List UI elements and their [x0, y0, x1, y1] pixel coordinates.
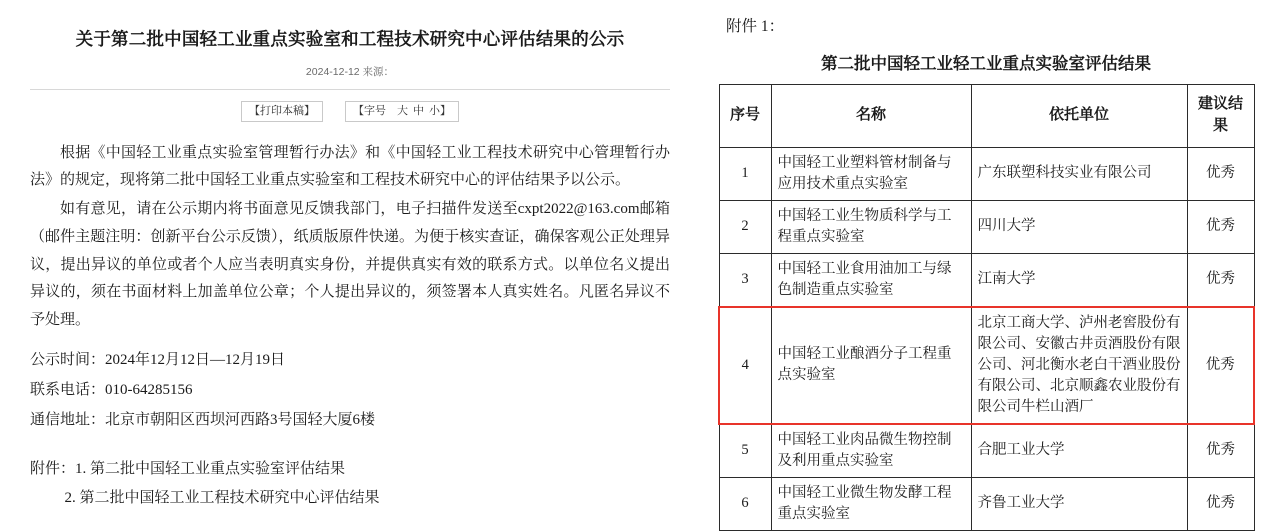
cell-org: 广东联塑科技实业有限公司: [971, 147, 1187, 200]
fontsize-large-button[interactable]: 大: [397, 105, 408, 118]
fontsize-small-button[interactable]: 小: [429, 105, 440, 118]
cell-index: 1: [719, 147, 771, 200]
cell-name: 中国轻工业塑料管材制备与应用技术重点实验室: [771, 147, 971, 200]
cell-result: 优秀: [1187, 307, 1254, 424]
table-row: [719, 477, 1254, 530]
column-header-org: 依托单位: [971, 85, 1187, 148]
notice-body: [30, 140, 670, 335]
cell-name: 中国轻工业肉品微生物控制及利用重点实验室: [771, 424, 971, 478]
cell-index: 2: [719, 200, 771, 253]
header-divider: [30, 89, 670, 90]
cell-result: 优秀: [1187, 147, 1254, 200]
cell-org: 北京工商大学、泸州老窖股份有限公司、安徽古井贡酒股份有限公司、河北衡水老白干酒业股份有限公司、北京顺鑫农业股份有限公司牛栏山酒厂: [971, 307, 1187, 424]
table-row: [719, 147, 1254, 200]
cell-result: 优秀: [1187, 200, 1254, 253]
column-header-result: 建议结果: [1187, 85, 1254, 148]
fontsize-options: [392, 105, 440, 117]
notice-meta: 2024-12-12 来源：: [305, 66, 395, 79]
notice-paragraph-1: 根据《中国轻工业重点实验室管理暂行办法》和《中国轻工业工程技术研究中心管理暂行办法》的规定，现将第二批中国轻工业重点实验室和工程技术研究中心的评估结果予以公示。: [30, 144, 670, 189]
contact-phone: 联系电话：010-64285156: [30, 381, 193, 398]
cell-org: 齐鲁工业大学: [971, 477, 1187, 530]
fontsize-label: 【字号: [353, 105, 386, 118]
cell-result: 优秀: [1187, 424, 1254, 478]
page-title: 关于第二批中国轻工业重点实验室和工程技术研究中心评估结果的公示: [75, 29, 625, 49]
table-row: [719, 200, 1254, 253]
cell-name: 中国轻工业食用油加工与绿色制造重点实验室: [771, 253, 971, 307]
column-header-index: 序号: [719, 85, 771, 148]
cell-index: 5: [719, 424, 771, 478]
print-button[interactable]: 【打印本稿】: [241, 101, 323, 121]
attachment-pane: [700, 0, 1280, 522]
cell-org: 江南大学: [971, 253, 1187, 307]
notice-paragraph-2: 如有意见，请在公示期内将书面意见反馈我部门，电子扫描件发送至cxpt2022@163.com邮箱（邮件主题注明：创新平台公示反馈），纸质版原件快递。为便于核实查证，确保客观公正处理异议，提出异议的单位或者个人应当表明真实身份，并提供真实有效的联系方式。以单位名义提出异议的，须在书面材料上加盖单位公章；个人提出异议的，须签署本人真实姓名。凡匿名异议不予处理。: [30, 201, 670, 329]
attachment-list: [30, 455, 670, 514]
cell-result: 优秀: [1187, 253, 1254, 307]
fontsize-medium-button[interactable]: 中: [413, 105, 424, 118]
table-header-row: [719, 85, 1254, 148]
table-title: 第二批中国轻工业轻工业重点实验室评估结果: [821, 54, 1151, 73]
cell-index: 6: [719, 477, 771, 530]
cell-name: 中国轻工业酿酒分子工程重点实验室: [771, 307, 971, 424]
table-row: [719, 253, 1254, 307]
cell-index: 4: [719, 307, 771, 424]
attachment-item-2[interactable]: 2. 第二批中国轻工业工程技术研究中心评估结果: [64, 490, 380, 507]
evaluation-results-table: [718, 84, 1255, 531]
cell-name: 中国轻工业生物质科学与工程重点实验室: [771, 200, 971, 253]
table-row-highlighted: [719, 307, 1254, 424]
table-body: [719, 147, 1254, 530]
cell-result: 优秀: [1187, 477, 1254, 530]
column-header-name: 名称: [771, 85, 971, 148]
attachment-item-1[interactable]: 附件：1. 第二批中国轻工业重点实验室评估结果: [30, 460, 346, 477]
cell-name: 中国轻工业微生物发酵工程重点实验室: [771, 477, 971, 530]
cell-org: 合肥工业大学: [971, 424, 1187, 478]
fontsize-bracket-close: 】: [440, 105, 451, 118]
publicity-period: 公示时间：2024年12月12日—12月19日: [30, 351, 286, 368]
toolbar: [30, 101, 670, 121]
mailing-address: 通信地址：北京市朝阳区西坝河西路3号国轻大厦6楼: [30, 411, 376, 428]
cell-org: 四川大学: [971, 200, 1187, 253]
notice-info: [30, 345, 670, 435]
table-row: [719, 424, 1254, 478]
fontsize-control: [345, 101, 459, 121]
attachment-label: 附件 1：: [726, 18, 785, 35]
cell-index: 3: [719, 253, 771, 307]
